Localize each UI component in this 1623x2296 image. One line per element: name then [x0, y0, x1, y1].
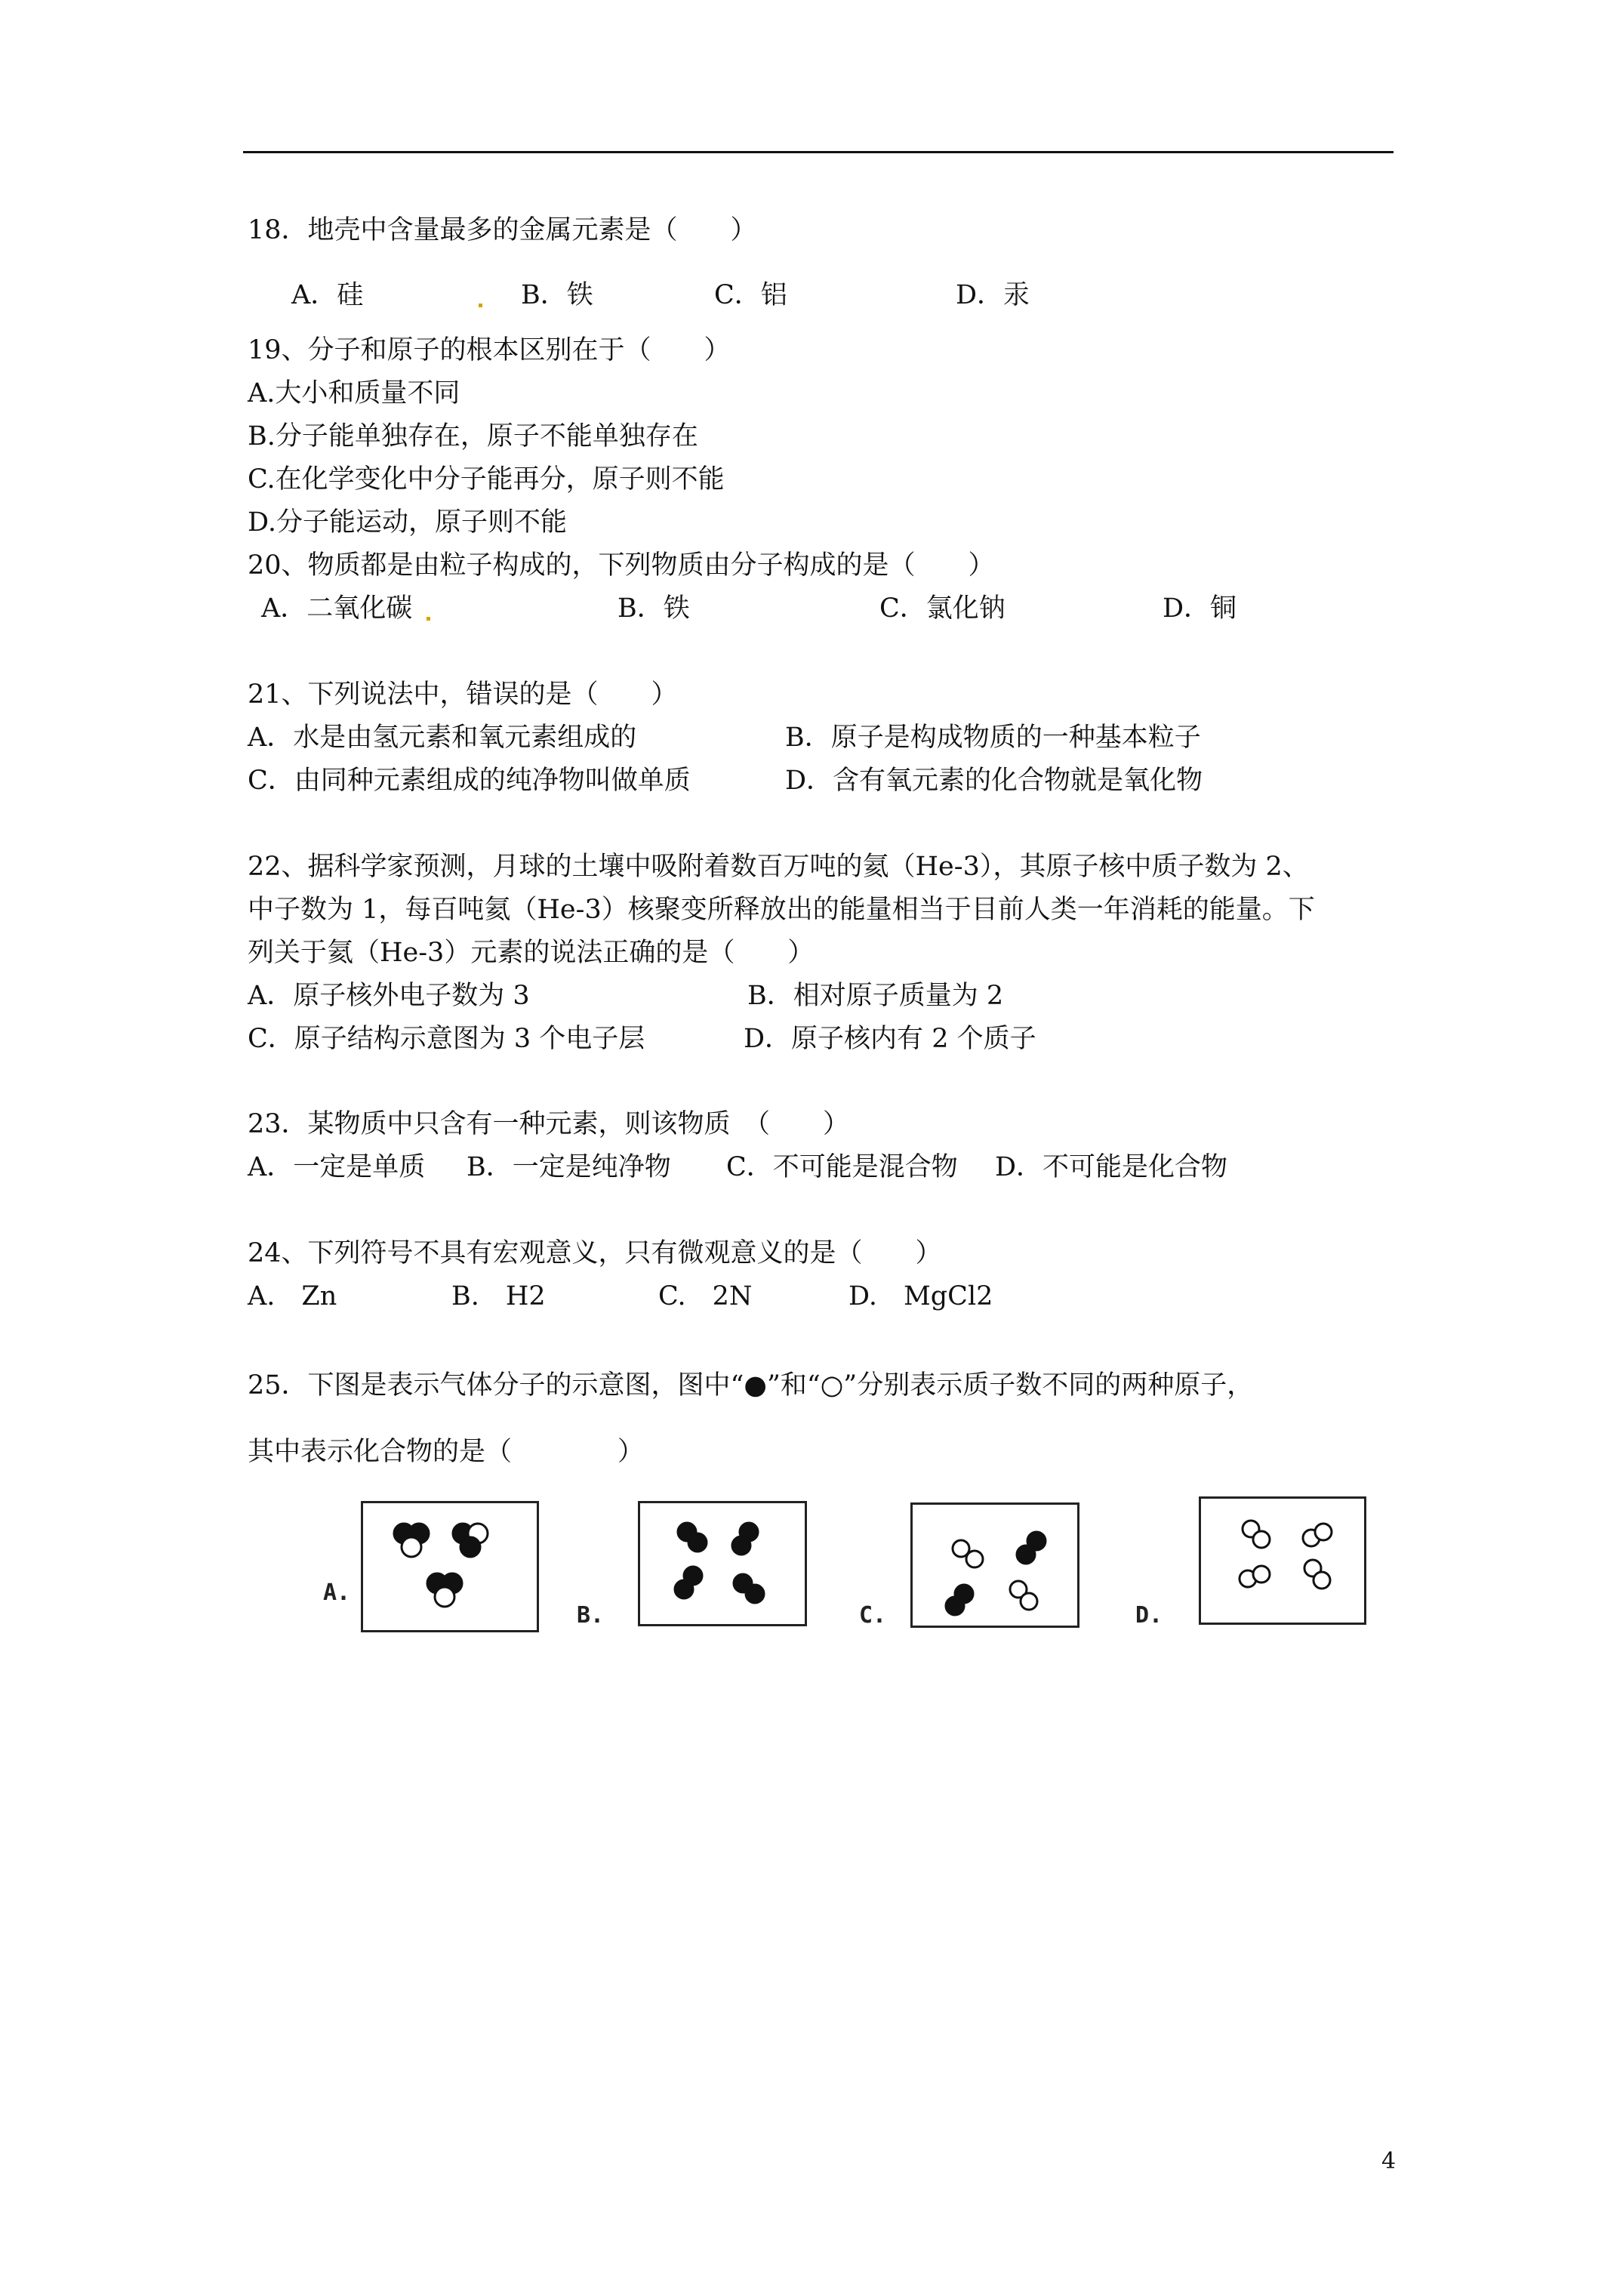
question-21-option-b: B．原子是构成物质的一种基本粒子: [785, 723, 1201, 753]
question-20-option-c: C．氯化钠: [879, 593, 1006, 624]
question-20-option-b: B．铁: [617, 593, 690, 624]
diagram-d-molecules: [1201, 1499, 1364, 1623]
question-21-option-c: C．由同种元素组成的纯净物叫做单质: [248, 766, 691, 796]
figure-label-d: D.: [1135, 1602, 1163, 1629]
question-19-option-b: B.分子能单独存在，原子不能单独存在: [248, 421, 698, 451]
question-23-option-a: A．一定是单质: [248, 1152, 426, 1182]
page-number: 4: [1381, 2148, 1397, 2174]
header-rule: [243, 151, 1394, 153]
figure-label-a: A.: [323, 1579, 351, 1606]
question-21-stem: 21、下列说法中，错误的是（ ）: [248, 680, 678, 710]
question-22-stem-line-3: 列关于氦（He-3）元素的说法正确的是（ ）: [248, 938, 815, 968]
question-24-option-a: A. Zn: [248, 1281, 337, 1311]
question-18-option-c: C．铝: [714, 280, 787, 310]
question-19-option-d: D.分子能运动，原子则不能: [248, 507, 567, 538]
question-18-option-a: A．硅: [291, 280, 364, 310]
diagram-b-molecules: [640, 1503, 805, 1624]
question-25-stem-line-2: 其中表示化合物的是（ ）: [248, 1437, 645, 1467]
diagram-a-molecules: [363, 1503, 537, 1630]
question-22-stem-line-2: 中子数为 1，每百吨氦（He-3）核聚变所释放出的能量相当于目前人类一年消耗的能量。下: [248, 895, 1315, 925]
diagram-box-c: [910, 1502, 1079, 1628]
question-25-stem-line-1: 25．下图是表示气体分子的示意图，图中“●”和“○”分别表示质子数不同的两种原子，: [248, 1370, 1254, 1401]
question-19-option-a: A.大小和质量不同: [248, 378, 460, 408]
question-23-option-c: C．不可能是混合物: [726, 1152, 958, 1182]
question-22-option-d: D．原子核内有 2 个质子: [744, 1024, 1036, 1054]
stray-mark: [479, 304, 482, 307]
question-20-option-a: A．二氧化碳: [261, 593, 413, 624]
question-23-option-b: B．一定是纯净物: [467, 1152, 671, 1182]
diagram-box-d: [1199, 1496, 1366, 1625]
question-24-option-d: D. MgCl2: [848, 1281, 993, 1311]
question-22-option-b: B．相对原子质量为 2: [747, 981, 1004, 1011]
diagram-c-molecules: [913, 1505, 1077, 1626]
question-18-stem: 18．地壳中含量最多的金属元素是（ ）: [248, 215, 757, 245]
question-21-option-d: D．含有氧元素的化合物就是氧化物: [785, 766, 1203, 796]
question-22-option-a: A．原子核外电子数为 3: [248, 981, 530, 1011]
question-19-stem: 19、分子和原子的根本区别在于（ ）: [248, 335, 731, 365]
diagram-box-a: [361, 1501, 539, 1632]
question-24-stem: 24、下列符号不具有宏观意义，只有微观意义的是（ ）: [248, 1238, 942, 1268]
question-21-option-a: A．水是由氢元素和氧元素组成的: [248, 723, 637, 753]
question-18-option-b: B．铁: [521, 280, 593, 310]
question-18-option-d: D．汞: [956, 280, 1030, 310]
question-22-option-c: C．原子结构示意图为 3 个电子层: [248, 1024, 645, 1054]
question-24-option-b: B. H2: [451, 1281, 546, 1311]
question-19-option-c: C.在化学变化中分子能再分，原子则不能: [248, 464, 725, 495]
stray-mark: [427, 617, 430, 621]
question-23-stem: 23．某物质中只含有一种元素，则该物质 （ ）: [248, 1109, 850, 1139]
question-24-option-c: C. 2N: [658, 1281, 753, 1311]
diagram-box-b: [638, 1501, 807, 1626]
question-22-stem-line-1: 22、据科学家预测，月球的土壤中吸附着数百万吨的氦（He-3），其原子核中质子数为 2、: [248, 852, 1309, 882]
figure-label-b: B.: [577, 1602, 605, 1629]
question-23-option-d: D．不可能是化合物: [995, 1152, 1228, 1182]
molecule-figure: [317, 1496, 1374, 1647]
figure-label-c: C.: [859, 1602, 887, 1629]
question-20-option-d: D．铜: [1163, 593, 1237, 624]
question-20-stem: 20、物质都是由粒子构成的，下列物质由分子构成的是（ ）: [248, 550, 995, 581]
